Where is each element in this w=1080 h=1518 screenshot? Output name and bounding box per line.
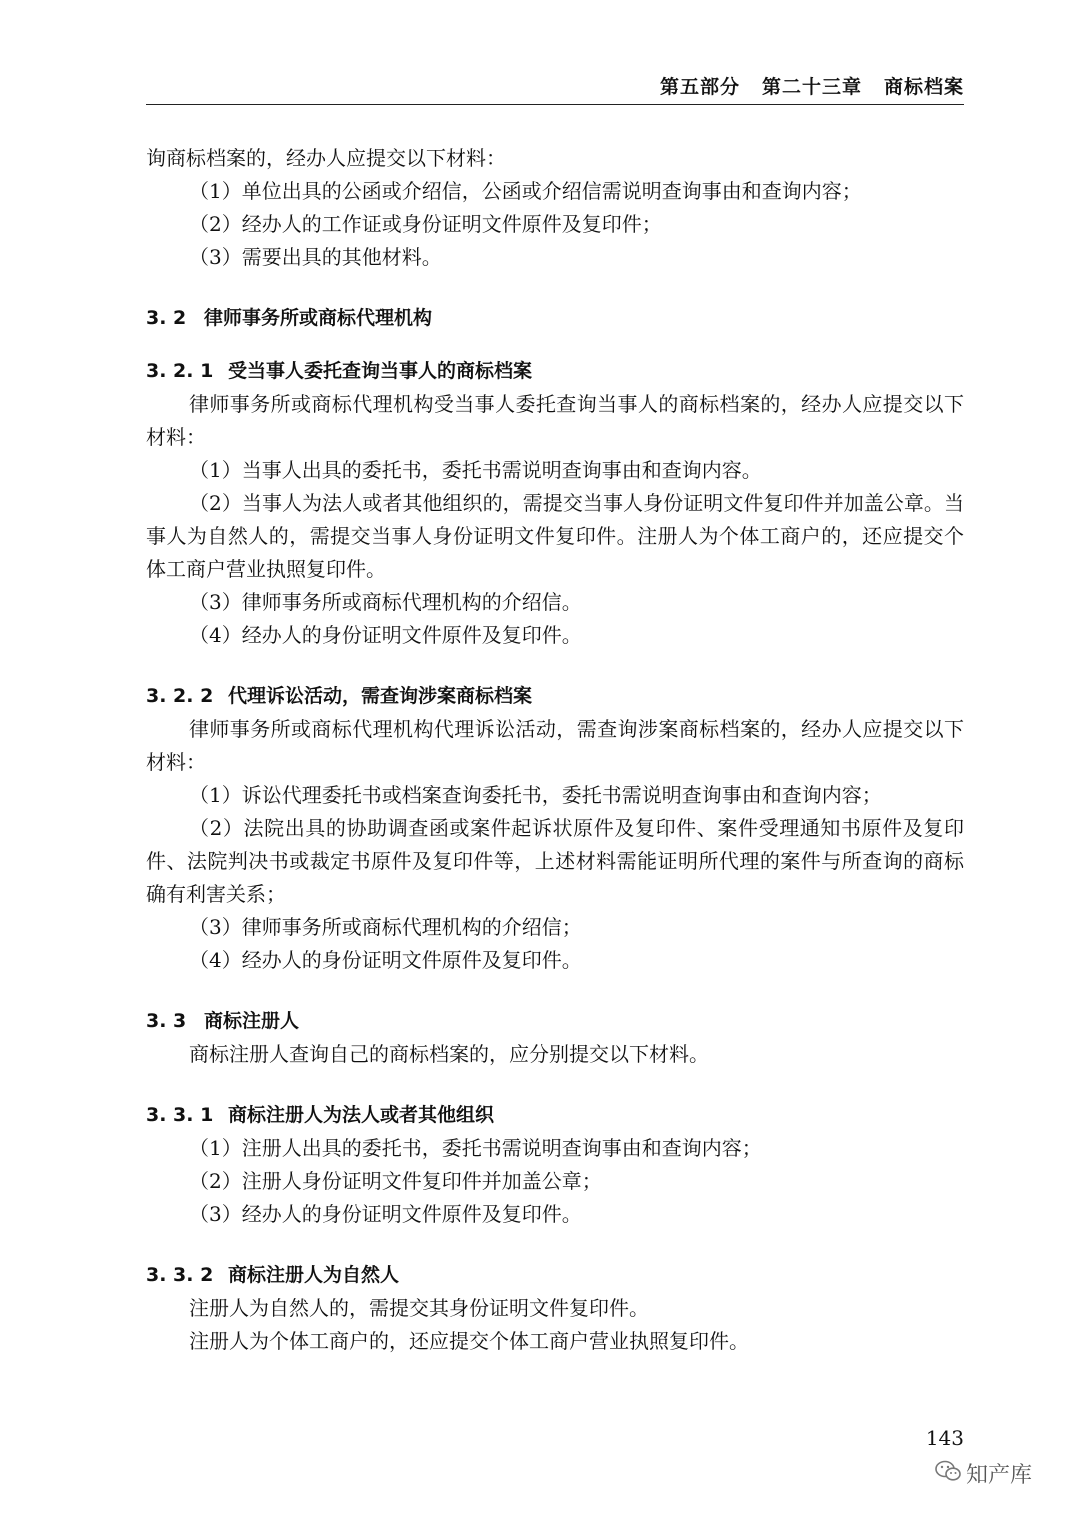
header-part: 第五部分	[659, 76, 740, 98]
intro-line: 询商标档案的，经办人应提交以下材料：	[146, 146, 506, 170]
watermark	[934, 1458, 1032, 1489]
section-line: 注册人为个体工商户的，还应提交个体工商户营业执照复印件。	[189, 1329, 749, 1353]
section-number: 3. 2. 1	[146, 360, 214, 382]
section-title: 律师事务所或商标代理机构	[204, 307, 433, 329]
list-item: （2）经办人的工作证或身份证明文件原件及复印件；	[189, 212, 662, 236]
list-item: （2）当事人为法人或者其他组织的，需提交当事人身份证明文件复印件并加盖公章。当事人为自然人的，需提交当事人身份证明文件复印件。注册人为个体工商户的，还应提交个体工商户营业执照复印件。	[146, 491, 964, 581]
header-chapter: 第二十三章	[761, 76, 862, 98]
section-paragraph: 商标注册人查询自己的商标档案的，应分别提交以下材料。	[189, 1042, 709, 1066]
section-number: 3. 3. 2	[146, 1264, 214, 1286]
section-heading-3-3-1	[146, 1099, 964, 1132]
section-heading-3-3	[146, 1005, 964, 1038]
section-heading-3-2	[146, 302, 964, 335]
section-title: 商标注册人为法人或者其他组织	[228, 1104, 495, 1126]
section-number: 3. 3. 1	[146, 1104, 214, 1126]
list-item: （4）经办人的身份证明文件原件及复印件。	[189, 623, 582, 647]
list-item: （1）当事人出具的委托书，委托书需说明查询事由和查询内容。	[189, 458, 762, 482]
list-item: （3）律师事务所或商标代理机构的介绍信。	[189, 590, 582, 614]
page-number: 143	[925, 1426, 964, 1450]
list-item: （1）单位出具的公函或介绍信，公函或介绍信需说明查询事由和查询内容；	[189, 179, 862, 203]
list-item: （1）注册人出具的委托书，委托书需说明查询事由和查询内容；	[189, 1136, 762, 1160]
section-heading-3-3-2	[146, 1259, 964, 1292]
watermark-text: 知产库	[966, 1463, 1033, 1488]
section-title: 商标注册人为自然人	[228, 1264, 400, 1286]
list-item: （3）需要出具的其他材料。	[189, 245, 442, 269]
list-item: （3）律师事务所或商标代理机构的介绍信；	[189, 915, 582, 939]
section-title: 商标注册人	[204, 1010, 300, 1032]
section-number: 3. 2. 2	[146, 685, 214, 707]
list-item: （3）经办人的身份证明文件原件及复印件。	[189, 1202, 582, 1226]
header-rule	[146, 104, 964, 105]
wechat-icon	[934, 1459, 966, 1489]
section-paragraph: 律师事务所或商标代理机构受当事人委托查询当事人的商标档案的，经办人应提交以下材料：	[146, 392, 964, 449]
list-item: （2）注册人身份证明文件复印件并加盖公章；	[189, 1169, 602, 1193]
section-heading-3-2-1	[146, 355, 964, 388]
section-number: 3. 3	[146, 1010, 187, 1032]
section-number: 3. 2	[146, 307, 187, 329]
running-header	[146, 72, 964, 99]
page-body	[146, 142, 964, 1358]
list-item: （4）经办人的身份证明文件原件及复印件。	[189, 948, 582, 972]
section-title: 受当事人委托查询当事人的商标档案	[228, 360, 533, 382]
section-paragraph: 律师事务所或商标代理机构代理诉讼活动，需查询涉案商标档案的，经办人应提交以下材料：	[146, 717, 964, 774]
section-title: 代理诉讼活动，需查询涉案商标档案	[228, 685, 533, 707]
section-heading-3-2-2	[146, 680, 964, 713]
list-item: （1）诉讼代理委托书或档案查询委托书，委托书需说明查询事由和查询内容；	[189, 783, 882, 807]
list-item: （2）法院出具的协助调查函或案件起诉状原件及复印件、案件受理通知书原件及复印件、法院判决书或裁定书原件及复印件等，上述材料需能证明所代理的案件与所查询的商标确有利害关系；	[146, 816, 964, 906]
section-line: 注册人为自然人的，需提交其身份证明文件复印件。	[189, 1296, 649, 1320]
header-title: 商标档案	[883, 76, 964, 98]
